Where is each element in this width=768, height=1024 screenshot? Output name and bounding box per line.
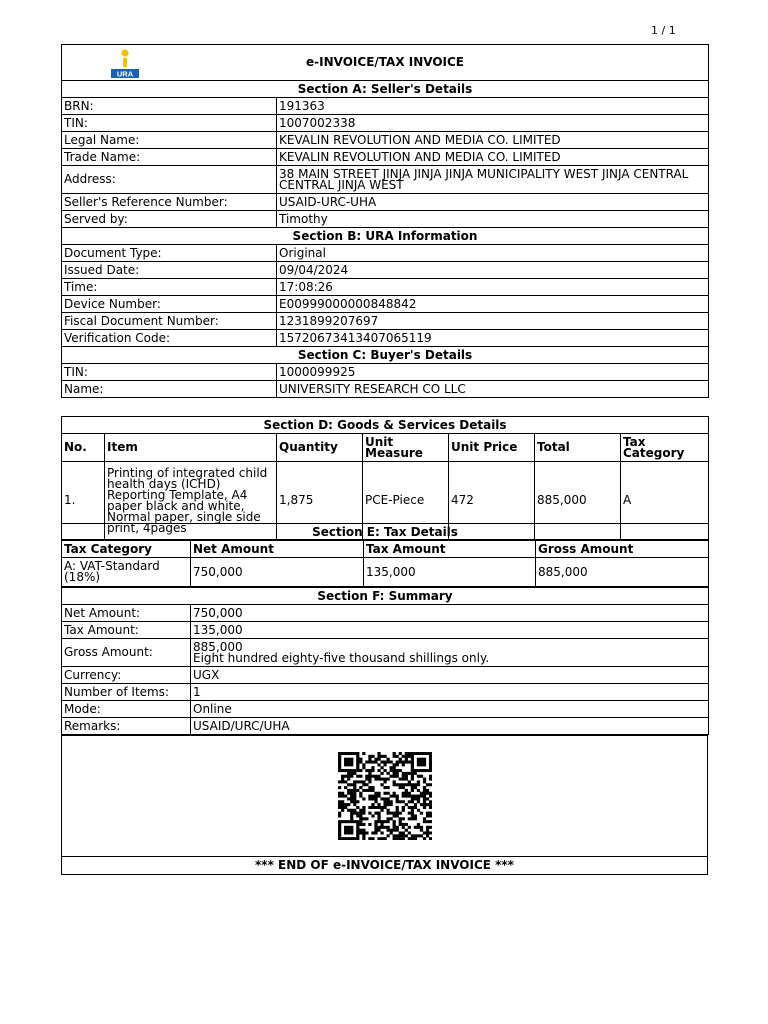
- col-header-quantity: Quantity: [277, 434, 363, 462]
- value: 17:08:26: [277, 279, 709, 296]
- label: Fiscal Document Number:: [62, 313, 277, 330]
- seller-address-row: [62, 166, 709, 194]
- invoice-header: [62, 45, 709, 81]
- label: Document Type:: [62, 245, 277, 262]
- tax-net-amount: 750,000: [191, 558, 364, 587]
- label: Remarks:: [62, 718, 191, 735]
- document-title: e-INVOICE/TAX INVOICE: [306, 55, 464, 69]
- tax-amount-row: [62, 622, 709, 639]
- issued-date-row: [62, 262, 709, 279]
- tax-category: A: VAT-Standard (18%): [62, 558, 191, 587]
- label: Number of Items:: [62, 684, 191, 701]
- verification-code-row: [62, 330, 709, 347]
- value: USAID-URC-UHA: [277, 194, 709, 211]
- value: E00999000000848842: [277, 296, 709, 313]
- fiscal-document-row: [62, 313, 709, 330]
- end-of-invoice: *** END OF e-INVOICE/TAX INVOICE ***: [62, 857, 708, 875]
- value: KEVALIN REVOLUTION AND MEDIA CO. LIMITED: [277, 149, 709, 166]
- label: Net Amount:: [62, 605, 191, 622]
- label: Gross Amount:: [62, 639, 191, 667]
- value: 135,000: [191, 622, 709, 639]
- value: 1231899207697: [277, 313, 709, 330]
- label: Seller's Reference Number:: [62, 194, 277, 211]
- label: Device Number:: [62, 296, 277, 313]
- value: Online: [191, 701, 709, 718]
- value: 15720673413407065119: [277, 330, 709, 347]
- value: 1000099925: [277, 364, 709, 381]
- item-total: 885,000: [535, 462, 621, 540]
- value: Original: [277, 245, 709, 262]
- col-header-unit-measure: Unit Measure: [363, 434, 449, 462]
- served-by-row: [62, 211, 709, 228]
- tax-header-row: [62, 541, 709, 558]
- section-a-title: Section A: Seller's Details: [62, 81, 709, 98]
- col-header-item: Item: [105, 434, 277, 462]
- item-quantity: 1,875: [277, 462, 363, 540]
- item-no: 1.: [62, 462, 105, 540]
- value: USAID/URC/UHA: [191, 718, 709, 735]
- col-header-tax-amount: Tax Amount: [364, 541, 536, 558]
- item-unit-price: 472: [449, 462, 535, 540]
- gross-amount-row: [62, 639, 709, 667]
- buyer-tin-row: [62, 364, 709, 381]
- seller-brn-row: [62, 98, 709, 115]
- label: Name:: [62, 381, 277, 398]
- label: Verification Code:: [62, 330, 277, 347]
- value: 38 MAIN STREET JINJA JINJA JINJA MUNICIPALITY WEST JINJA CENTRAL CENTRAL JINJA WEST: [277, 166, 709, 194]
- value: Timothy: [277, 211, 709, 228]
- value: UGX: [191, 667, 709, 684]
- label: Address:: [62, 166, 277, 194]
- page-number: 1 / 1: [651, 24, 676, 37]
- label: BRN:: [62, 98, 277, 115]
- qr-code: [338, 752, 432, 840]
- col-header-unit-price: Unit Price: [449, 434, 535, 462]
- device-number-row: [62, 296, 709, 313]
- section-e-title: Section E: Tax Details: [62, 524, 709, 541]
- col-header-gross-amount: Gross Amount: [536, 541, 709, 558]
- value: [191, 639, 709, 667]
- section-f-title: Section F: Summary: [62, 588, 709, 605]
- label: Trade Name:: [62, 149, 277, 166]
- value: 750,000: [191, 605, 709, 622]
- tax-gross-amount: 885,000: [536, 558, 709, 587]
- section-d-title: Section D: Goods & Services Details: [62, 417, 709, 434]
- currency-row: [62, 667, 709, 684]
- label: Issued Date:: [62, 262, 277, 279]
- seller-trade-name-row: [62, 149, 709, 166]
- col-header-no: No.: [62, 434, 105, 462]
- col-header-tax-category: Tax Category: [621, 434, 709, 462]
- label: Tax Amount:: [62, 622, 191, 639]
- item-description: Printing of integrated child health days (ICHD) Reporting Template, A4 paper black and white, Normal paper, single side print, 4pages: [105, 462, 277, 540]
- number-of-items-row: [62, 684, 709, 701]
- label: TIN:: [62, 115, 277, 132]
- seller-buyer-table: [61, 44, 709, 398]
- label: TIN:: [62, 364, 277, 381]
- qr-footer-table: [61, 735, 708, 875]
- label: Time:: [62, 279, 277, 296]
- seller-legal-name-row: [62, 132, 709, 149]
- remarks-row: [62, 718, 709, 735]
- document-type-row: [62, 245, 709, 262]
- item-unit-measure: PCE-Piece: [363, 462, 449, 540]
- goods-services-table: [61, 416, 709, 540]
- section-b-title: Section B: URA Information: [62, 228, 709, 245]
- section-c-title: Section C: Buyer's Details: [62, 347, 709, 364]
- value: KEVALIN REVOLUTION AND MEDIA CO. LIMITED: [277, 132, 709, 149]
- tax-tax-amount: 135,000: [364, 558, 536, 587]
- net-amount-row: [62, 605, 709, 622]
- label: Currency:: [62, 667, 191, 684]
- value: 09/04/2024: [277, 262, 709, 279]
- ura-logo: [110, 48, 140, 79]
- label: Legal Name:: [62, 132, 277, 149]
- time-row: [62, 279, 709, 296]
- gross-amount-value: 885,000: [193, 639, 243, 654]
- seller-tin-row: [62, 115, 709, 132]
- value: 1: [191, 684, 709, 701]
- table-row: [62, 558, 709, 587]
- goods-header-row: [62, 434, 709, 462]
- item-tax-category: A: [621, 462, 709, 540]
- label: Mode:: [62, 701, 191, 718]
- seller-reference-row: [62, 194, 709, 211]
- value: 191363: [277, 98, 709, 115]
- col-header-tax-category: Tax Category: [62, 541, 191, 558]
- qr-cell: [62, 736, 708, 857]
- value: 1007002338: [277, 115, 709, 132]
- mode-row: [62, 701, 709, 718]
- gross-amount-words: Eight hundred eighty-five thousand shillings only.: [193, 650, 490, 665]
- value: UNIVERSITY RESEARCH CO LLC: [277, 381, 709, 398]
- ura-logo-text: URA: [116, 69, 134, 79]
- buyer-name-row: [62, 381, 709, 398]
- col-header-net-amount: Net Amount: [191, 541, 364, 558]
- summary-table: [61, 587, 709, 735]
- tax-details-table: [61, 523, 709, 587]
- col-header-total: Total: [535, 434, 621, 462]
- label: Served by:: [62, 211, 277, 228]
